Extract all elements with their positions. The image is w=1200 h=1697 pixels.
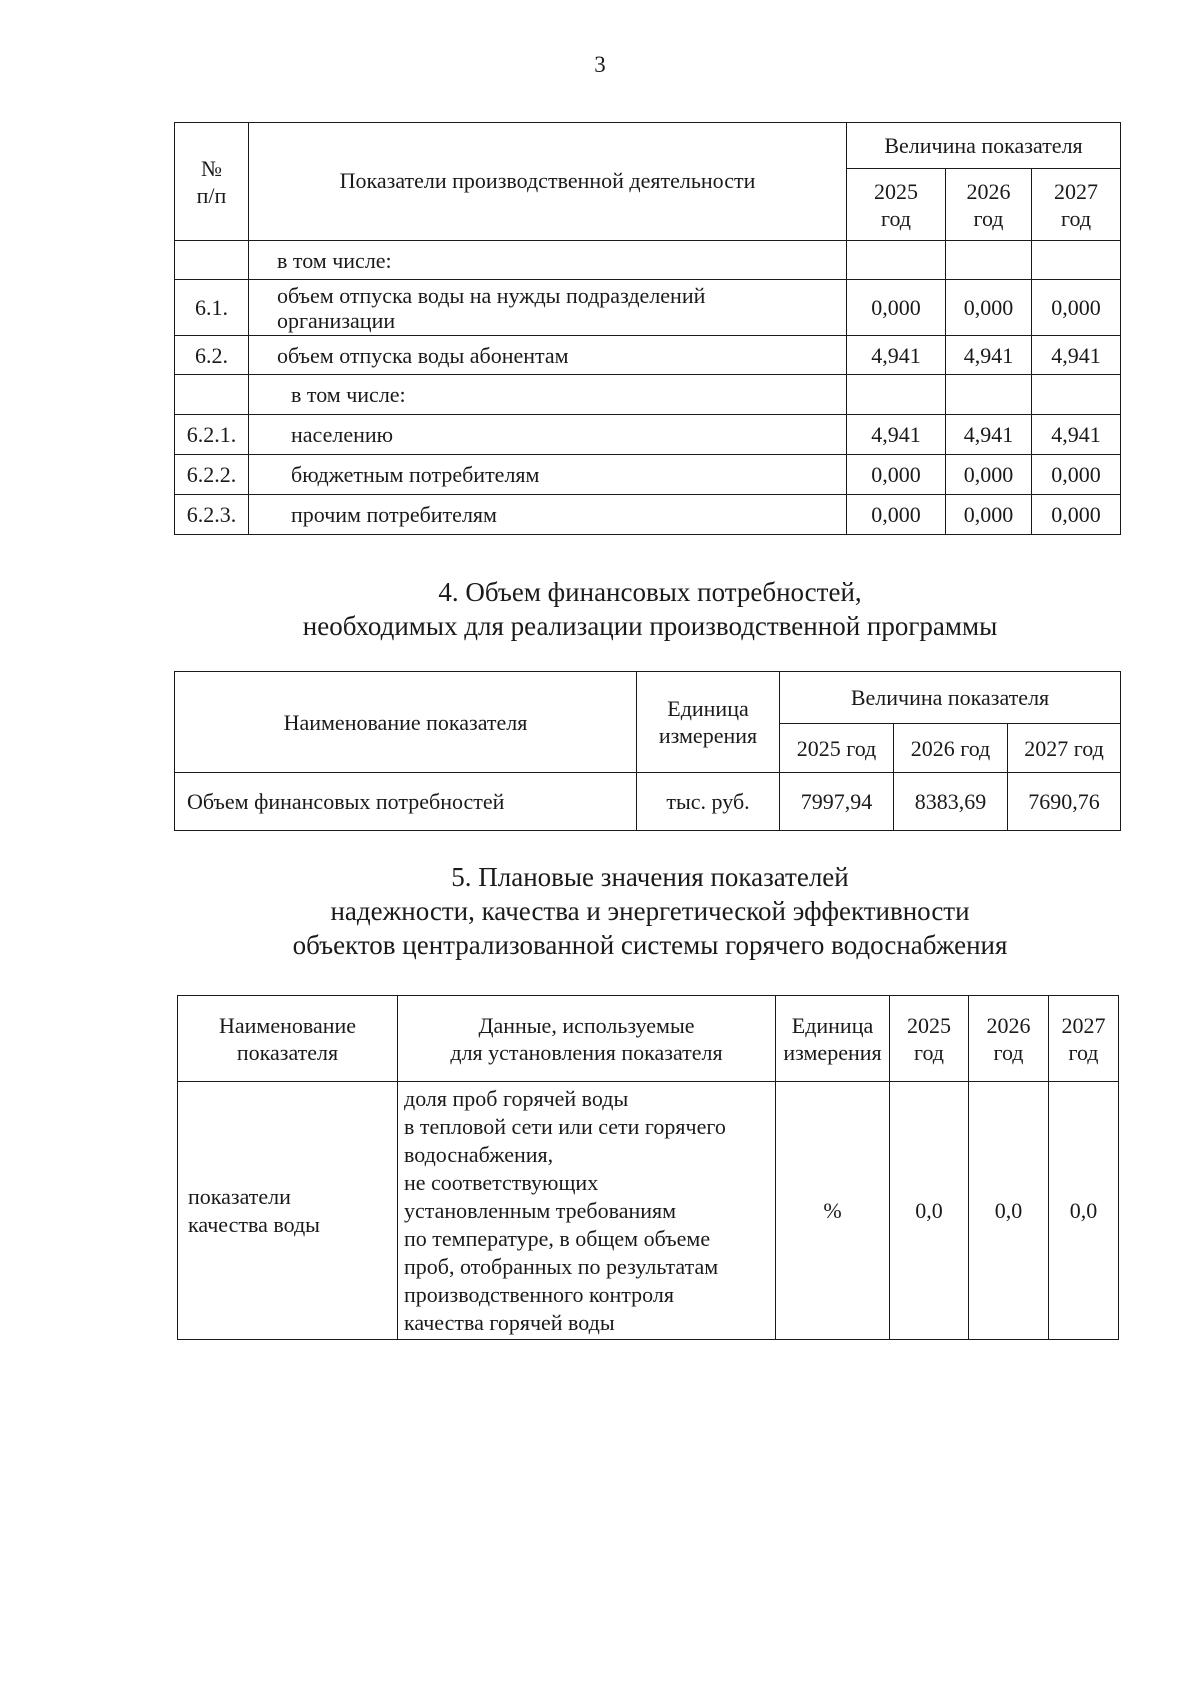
- table-row: Объем финансовых потребностей тыс. руб. 7997,94 8383,69 7690,76: [175, 773, 1121, 831]
- header-year-2027: 2027 год: [1008, 724, 1121, 773]
- header-data: Данные, используемые для установления показателя: [398, 996, 776, 1082]
- header-value-group: Величина показателя: [780, 672, 1121, 724]
- header-year-2025: 2025 год: [780, 724, 894, 773]
- table-row: 6.2.1. населению 4,941 4,941 4,941: [175, 415, 1121, 455]
- header-number: № п/п: [175, 123, 249, 241]
- header-year-2026: 2026 год: [946, 169, 1032, 241]
- table-row: в том числе:: [175, 241, 1121, 280]
- header-year-2025: 2025 год: [890, 996, 969, 1082]
- header-year-2027: 2027 год: [1032, 169, 1121, 241]
- table-row: в том числе:: [175, 375, 1121, 415]
- header-year-2025: 2025 год: [847, 169, 946, 241]
- production-indicators-table: [174, 122, 1121, 535]
- header-name: Наименование показателя: [178, 996, 398, 1082]
- quality-indicators-table: [177, 995, 1119, 1340]
- page-number: 3: [594, 52, 606, 77]
- header-indicator: Показатели производственной деятельности: [249, 123, 847, 241]
- financial-needs-table: [174, 671, 1121, 831]
- header-year-2026: 2026 год: [894, 724, 1008, 773]
- table-row: показатели качества воды доля проб горячей воды в тепловой сети или сети горячего водоснабжения, не соответствующих установленным требованиям по температуре, в общем объеме проб, отобранных по результатам производственного контроля качества горячей воды % 0,0 0,0 0,0: [178, 1082, 1119, 1340]
- indicator-data: доля проб горячей воды в тепловой сети или сети горячего водоснабжения, не соответствующих установленным требованиям по температуре, в общем объеме проб, отобранных по результатам производственного контроля качества горячей воды: [398, 1082, 776, 1340]
- header-unit: Единица измерения: [776, 996, 890, 1082]
- header-unit: Единица измерения: [637, 672, 780, 773]
- indicator-name: показатели качества воды: [178, 1082, 398, 1340]
- header-year-2027: 2027 год: [1049, 996, 1119, 1082]
- table-row: 6.2.3. прочим потребителям 0,000 0,000 0,000: [175, 495, 1121, 535]
- table-row: 6.2.2. бюджетным потребителям 0,000 0,000 0,000: [175, 455, 1121, 495]
- header-year-2026: 2026 год: [969, 996, 1049, 1082]
- section-5-heading: 5. Плановые значения показателей надежности, качества и энергетической эффективности объектов централизованной системы горячего водоснабжения: [292, 862, 1008, 960]
- header-value-group: Величина показателя: [847, 123, 1121, 169]
- header-name: Наименование показателя: [175, 672, 637, 773]
- section-4-heading: 4. Объем финансовых потребностей, необходимых для реализации производственной программы: [302, 577, 998, 641]
- table-row: 6.2. объем отпуска воды абонентам 4,941 4,941 4,941: [175, 336, 1121, 375]
- table-row: 6.1. объем отпуска воды на нужды подразделений организации 0,000 0,000 0,000: [175, 280, 1121, 336]
